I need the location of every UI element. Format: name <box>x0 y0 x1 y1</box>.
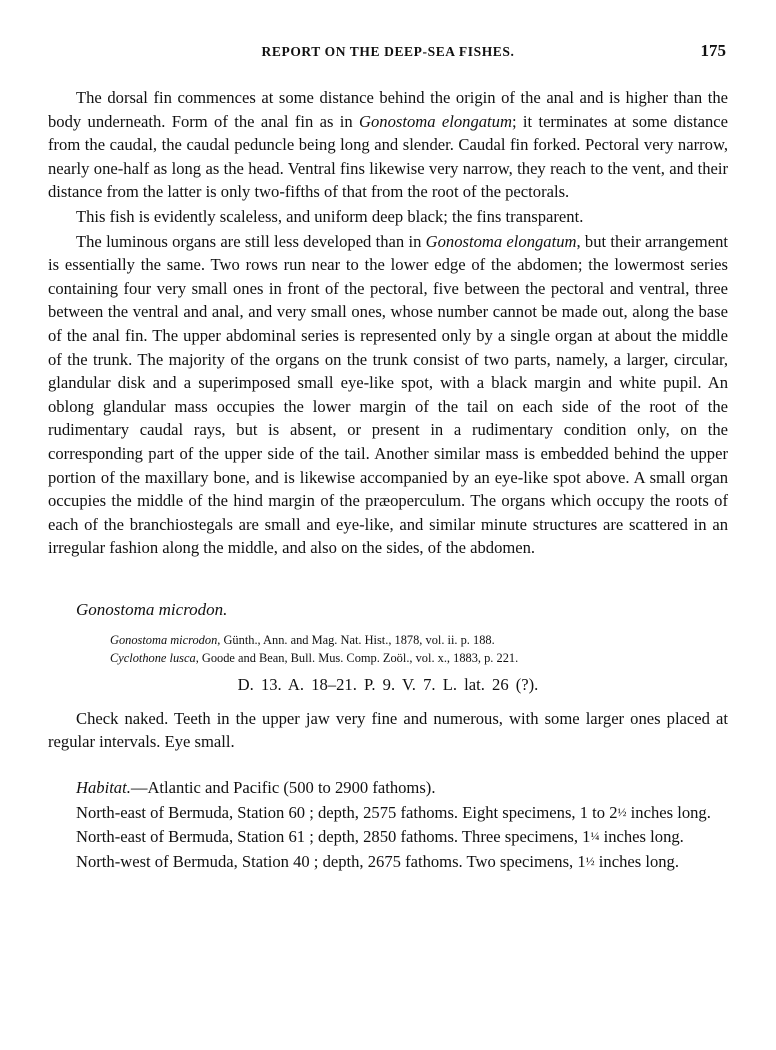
synonym-name: Gonostoma microdon <box>110 632 218 647</box>
station-text: North-west of Bermuda, Station 40 ; depth, 2675 fathoms. Two specimens, 1 <box>76 851 586 871</box>
paragraph-luminous-organs: The luminous organs are still less developed than in Gonostoma elongatum, but their arrangement is essentially the same. Two rows run near to the lower edge of the abdomen; the lowermost series containing four very small ones in front of the pectoral, five between the pectoral and ventral, three between the ventral and anal, and very small ones, whose number cannot be made out, along the base of the anal fin. The upper abdominal series is represented only by a single organ at about the middle of the trunk. The majority of the organs on the trunk consist of two parts, namely, a larger, circular, glandular disk and a superimposed small eye-like spot, with a black margin and white pupil. An oblong glandular mass occupies the lower margin of the tail on each side of the root of the rudimentary caudal rays, but is absent, or present in a rudimentary condition only, on the corresponding part of the upper side of the tail. Another similar mass is embedded behind the upper portion of the maxillary bone, and is likewise accompanied by an eye-like spot above. A small organ occupies the middle of the hind margin of the præoperculum. The organs which occupy the roots of each of the branchiostegals are small and eye-like, and similar minute structures are scattered in an irregular fashion along the middle, and also on the sides, of the abdomen. <box>48 231 728 558</box>
synonym-reference: , Goode and Bean, Bull. Mus. Comp. Zoöl., vol. x., 1883, p. 221. <box>195 650 519 665</box>
station-record <box>48 850 728 874</box>
length-fraction: ¼ <box>590 829 600 844</box>
length-fraction: ½ <box>585 853 595 868</box>
running-head <box>48 40 728 64</box>
station-tail: inches long. <box>594 851 679 871</box>
length-fraction: ½ <box>617 804 627 819</box>
habitat-label: Habitat. <box>76 778 131 798</box>
page-number: 175 <box>700 41 726 60</box>
synonym-entry <box>110 631 728 649</box>
station-text: North-east of Bermuda, Station 61 ; depth, 2850 fathoms. Three specimens, 1 <box>76 827 591 847</box>
synonym-name: Cyclothone lusca <box>110 650 196 665</box>
paragraph-scaleless: This fish is evidently scaleless, and uniform deep black; the fins transparent. <box>76 206 584 226</box>
habitat-text: —Atlantic and Pacific (500 to 2900 fathoms). <box>130 778 436 798</box>
paragraph-fins: The dorsal fin commences at some distance behind the origin of the anal and is higher than the body underneath. Form of the anal fin as in Gonostoma elongatum; it terminates at some distance from the caudal, the caudal peduncle being long and slender. Caudal fin forked. Pectoral very narrow, nearly one-half as long as the head. Ventral fins likewise very narrow, they reach to the vent, and their distance from the latter is only two-fifths of that from the root of the pectorals. <box>48 88 728 202</box>
habitat-line <box>48 776 728 800</box>
species-description: Check naked. Teeth in the upper jaw very fine and numerous, with some larger ones placed at regular intervals. Eye small. <box>48 708 728 752</box>
synonymy-list <box>110 631 728 667</box>
document-page <box>48 40 728 873</box>
synonym-reference: , Günth., Ann. and Mag. Nat. Hist., 1878, vol. ii. p. 188. <box>217 632 495 647</box>
station-record <box>48 801 728 825</box>
station-tail: inches long. <box>599 827 684 847</box>
running-title: REPORT ON THE DEEP-SEA FISHES. <box>261 44 515 59</box>
synonym-entry <box>110 649 728 667</box>
fin-formula: D. 13. A. 18–21. P. 9. V. 7. L. lat. 26 (?). <box>237 674 539 694</box>
species-heading: Gonostoma microdon. <box>76 599 228 619</box>
station-text: North-east of Bermuda, Station 60 ; depth, 2575 fathoms. Eight specimens, 1 to 2 <box>76 802 618 822</box>
station-tail: inches long. <box>626 802 711 822</box>
station-record <box>48 825 728 849</box>
